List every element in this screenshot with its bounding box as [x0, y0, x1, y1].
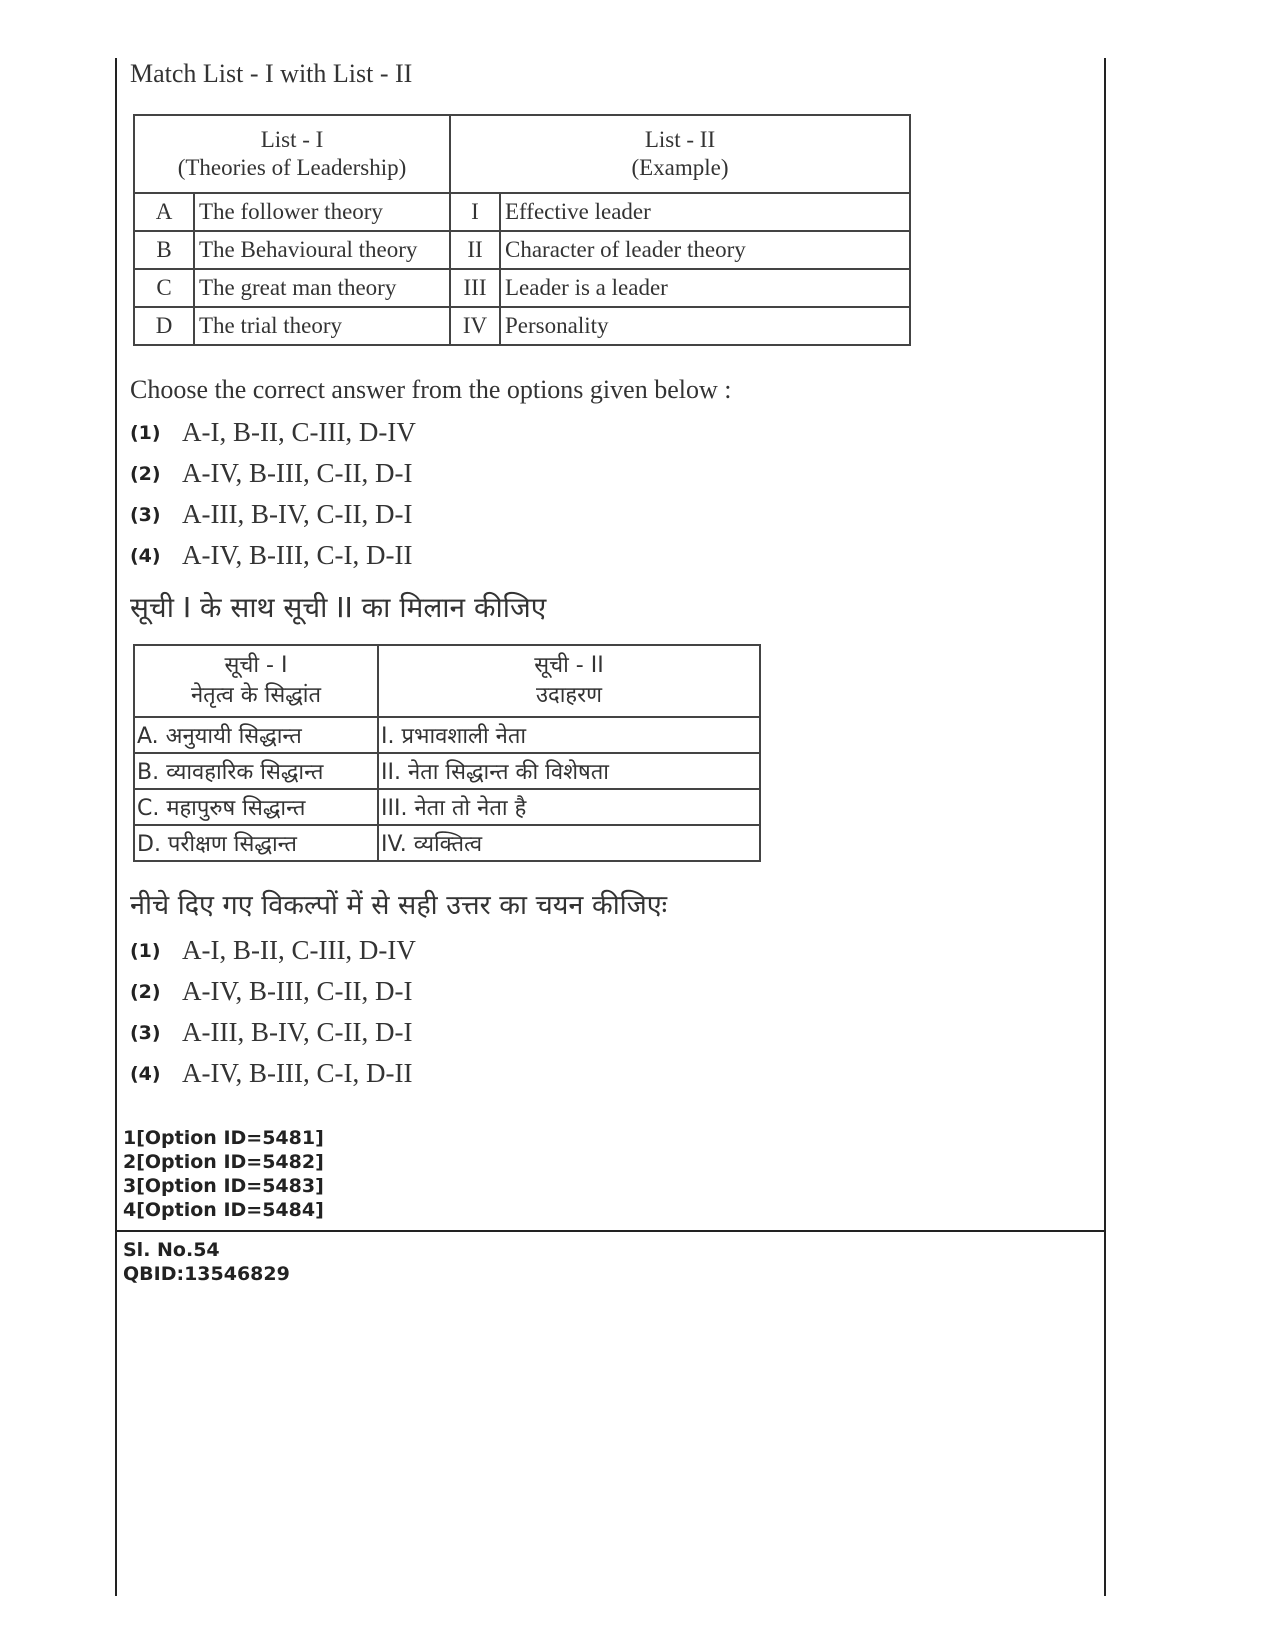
list2-header-line1: List - II [644, 127, 716, 152]
row-left: The great man theory [194, 269, 450, 307]
option-id-list [123, 1126, 324, 1222]
option-hi-3[interactable] [130, 1012, 1090, 1053]
prompt-en: Choose the correct answer from the options given below : [130, 375, 732, 404]
row-right: Effective leader [500, 193, 910, 231]
option-text: A-III, B-IV, C-II, D-I [182, 499, 413, 529]
list1-header-line1: List - I [260, 127, 324, 152]
option-number: (4) [130, 1062, 161, 1085]
list2-header-hi-line2: उदाहरण [535, 683, 603, 708]
option-text: A-I, B-II, C-III, D-IV [182, 417, 416, 447]
row-num: III [450, 269, 500, 307]
list2-header-hi [378, 645, 760, 717]
option-text: A-IV, B-III, C-II, D-I [182, 976, 413, 1006]
row-key: B [134, 231, 194, 269]
row-right: Leader is a leader [500, 269, 910, 307]
option-text: A-IV, B-III, C-I, D-II [182, 540, 413, 570]
table-row [134, 193, 910, 231]
option-hi-4[interactable] [130, 1053, 1090, 1094]
row-num: I [450, 193, 500, 231]
option-3[interactable] [130, 494, 1090, 535]
qbid: QBID:13546829 [123, 1263, 290, 1285]
option-id: 1[Option ID=5481] [123, 1127, 324, 1149]
next-question-meta [123, 1238, 290, 1286]
row-right-hi: III. नेता तो नेता है [378, 789, 760, 825]
table-row [134, 307, 910, 345]
row-left-hi: D. परीक्षण सिद्धान्त [134, 825, 378, 861]
option-hi-1[interactable] [130, 930, 1090, 971]
list2-header-line2: (Example) [631, 155, 729, 180]
row-right-hi: II. नेता सिद्धान्त की विशेषता [378, 753, 760, 789]
question-title-en: Match List - I with List - II [130, 59, 413, 88]
row-left: The trial theory [194, 307, 450, 345]
option-text: A-III, B-IV, C-II, D-I [182, 1017, 413, 1047]
row-right: Personality [500, 307, 910, 345]
option-number: (1) [130, 939, 161, 962]
option-1[interactable] [130, 412, 1090, 453]
match-table-hi [133, 644, 761, 862]
row-left-hi: B. व्यावहारिक सिद्धान्त [134, 753, 378, 789]
frame-left-border [115, 58, 117, 1596]
option-number: (2) [130, 980, 161, 1003]
match-table-en [133, 114, 911, 346]
table-row [134, 789, 760, 825]
option-number: (4) [130, 544, 161, 567]
row-key: A [134, 193, 194, 231]
prompt-hi: नीचे दिए गए विकल्पों में से सही उत्तर का चयन कीजिएः [130, 890, 668, 921]
list1-header-line2: (Theories of Leadership) [177, 155, 407, 180]
list1-header-hi [134, 645, 378, 717]
question-content [130, 55, 1090, 1094]
row-left-hi: A. अनुयायी सिद्धान्त [134, 717, 378, 753]
option-number: (1) [130, 421, 161, 444]
table-row [134, 717, 760, 753]
row-right-hi: IV. व्यक्तित्व [378, 825, 760, 861]
row-left-hi: C. महापुरुष सिद्धान्त [134, 789, 378, 825]
option-hi-2[interactable] [130, 971, 1090, 1012]
row-key: C [134, 269, 194, 307]
option-text: A-IV, B-III, C-II, D-I [182, 458, 413, 488]
option-id: 4[Option ID=5484] [123, 1199, 324, 1221]
list2-header [450, 115, 910, 193]
row-right: Character of leader theory [500, 231, 910, 269]
option-number: (3) [130, 1021, 161, 1044]
option-id: 3[Option ID=5483] [123, 1175, 324, 1197]
question-separator [115, 1230, 1106, 1232]
option-4[interactable] [130, 535, 1090, 576]
serial-number: Sl. No.54 [123, 1239, 220, 1261]
row-left: The follower theory [194, 193, 450, 231]
option-number: (2) [130, 462, 161, 485]
option-text: A-I, B-II, C-III, D-IV [182, 935, 416, 965]
option-number: (3) [130, 503, 161, 526]
frame-right-border [1104, 58, 1106, 1596]
option-text: A-IV, B-III, C-I, D-II [182, 1058, 413, 1088]
list1-header-hi-line1: सूची - I [224, 653, 288, 678]
row-right-hi: I. प्रभावशाली नेता [378, 717, 760, 753]
options-list-hi [130, 930, 1090, 1094]
table-row [134, 231, 910, 269]
list2-header-hi-line1: सूची - II [534, 653, 604, 678]
option-2[interactable] [130, 453, 1090, 494]
table-row [134, 269, 910, 307]
options-list-en [130, 412, 1090, 576]
list1-header [134, 115, 450, 193]
row-num: IV [450, 307, 500, 345]
table-row [134, 825, 760, 861]
option-id: 2[Option ID=5482] [123, 1151, 324, 1173]
row-key: D [134, 307, 194, 345]
question-title-hi: सूची I के साथ सूची II का मिलान कीजिए [130, 591, 547, 624]
row-num: II [450, 231, 500, 269]
row-left: The Behavioural theory [194, 231, 450, 269]
table-header-row [134, 645, 760, 717]
list1-header-hi-line2: नेतृत्व के सिद्धांत [190, 683, 322, 708]
table-row [134, 753, 760, 789]
table-header-row [134, 115, 910, 193]
